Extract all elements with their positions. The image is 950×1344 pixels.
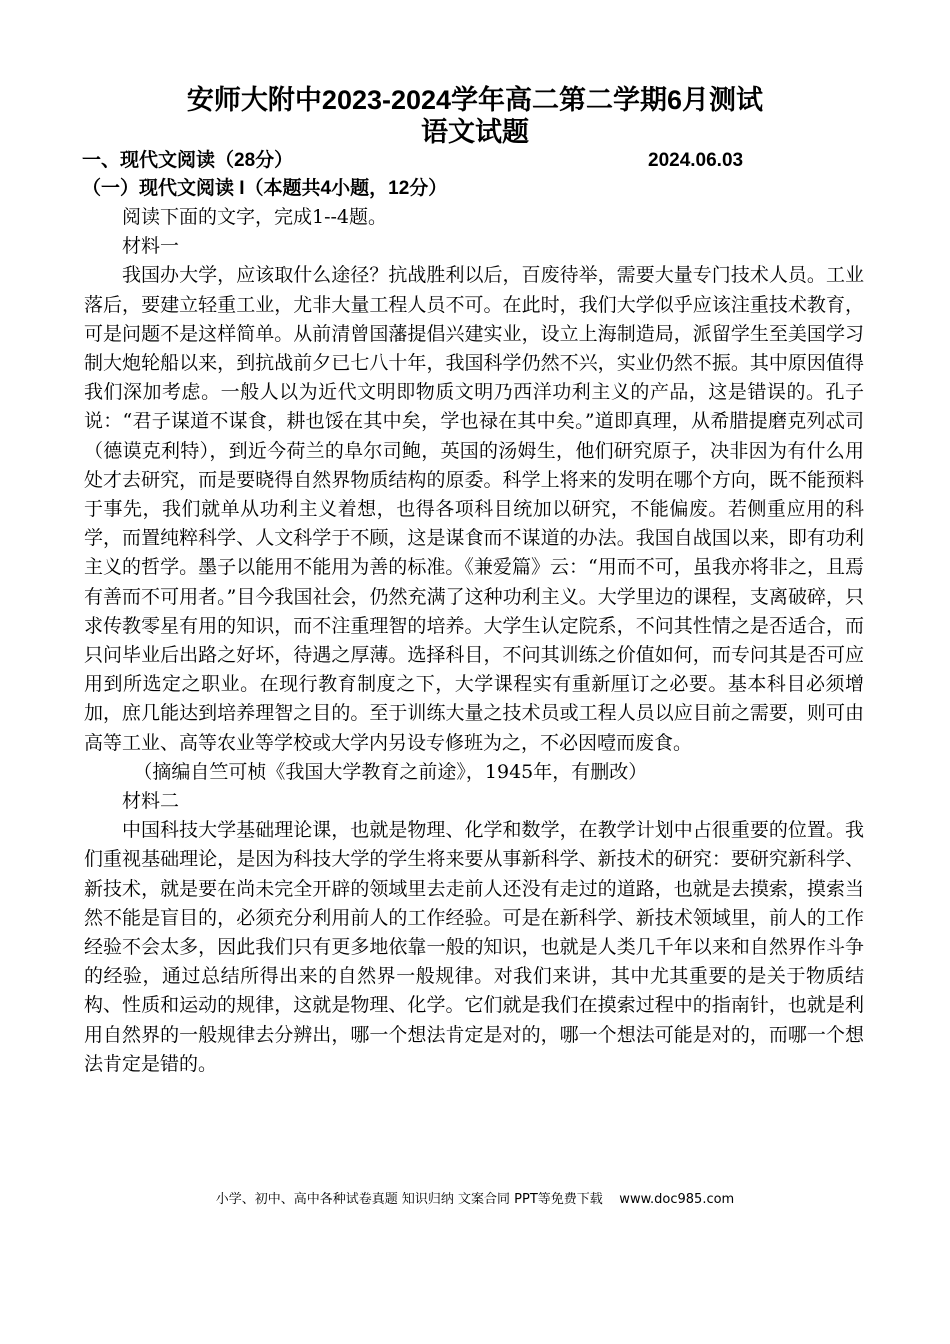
page-footer: 小学、初中、高中各种试卷真题 知识归纳 文案合同 PPT等免费下载 www.doc985.com (215, 1192, 735, 1207)
reading-passage (84, 203, 864, 1079)
material1-paragraph: 我国办大学，应该取什么途径？抗战胜利以后，百废待举，需要大量专门技术人员。工业落后，要建立轻重工业，尤非大量工程人员不可。在此时，我们大学似乎应该注重技术教育，可是问题不是这样简单。从前清曾国藩提倡兴建实业，设立上海制造局，派留学生至美国学习制大炮轮船以来，到抗战前夕已七八十年，我国科学仍然不兴，实业仍然不振。其中原因值得我们深加考虑。一般人以为近代文明即物质文明乃西洋功利主义的产品，这是错误的。孔子说：“君子谋道不谋食，耕也馁在其中矣，学也禄在其中矣。”道即真理，从希腊提磨克列忒司（德谟克利特），到近今荷兰的阜尔司鲍，英国的汤姆生，他们研究原子，决非因为有什么用处才去研究，而是要晓得自然界物质结构的原委。科学上将来的发明在哪个方向，既不能预料于事先，我们就单从功利主义着想，也得各项科目统加以研究，不能偏废。若侧重应用的科学，而置纯粹科学、人文科学于不顾，这是谋食而不谋道的办法。我国自战国以来，即有功利主义的哲学。墨子以能用不能用为善的标准。《兼爱篇》云：“用而不可，虽我亦将非之，且焉有善而不可用者。”目今我国社会，仍然充满了这种功利主义。大学里边的课程，支离破碎，只求传教零星有用的知识，而不注重理智的培养。大学生认定院系，不问其性情之是否适合，而只问毕业后出路之好坏，待遇之厚薄。选择科目，不问其训练之价值如何，而专问其是否可应用到所选定之职业。在现行教育制度之下，大学课程实有重新厘订之必要。基本科目必须增加，庶几能达到培养理智之目的。至于训练大量之技术员或工程人员以应目前之需要，则可由高等工业、高等农业等学校或大学内另设专修班为之，不必因噎而废食。 (84, 264, 864, 754)
exam-title: 安师大附中2023-2024学年高二第二学期6月测试 (186, 85, 764, 115)
exam-subject-title: 语文试题 (421, 117, 529, 147)
material2-label: 材料二 (122, 790, 180, 813)
section-heading-row (82, 147, 882, 175)
material2-paragraph: 中国科技大学基础理论课，也就是物理、化学和数学，在教学计划中占很重要的位置。我们重视基础理论，是因为科技大学的学生将来要从事新科学、新技术的研究：要研究新科学、新技术，就是要在尚未完全开辟的领域里去走前人还没有走过的道路，也就是去摸索，摸索当然不能是盲目的，必须充分利用前人的工作经验。可是在新科学、新技术领域里，前人的工作经验不会太多，因此我们只有更多地依靠一般的知识，也就是人类几千年以来和自然界作斗争的经验，通过总结所得出来的自然界一般规律。对我们来讲，其中尤其重要的是关于物质结构、性质和运动的规律，这就是物理、化学。它们就是我们在摸索过程中的指南针，也就是利用自然界的一般规律去分辨出，哪一个想法肯定是对的，哪一个想法可能是对的，而哪一个想法肯定是错的。 (84, 819, 864, 1075)
material1-source: （摘编自竺可桢《我国大学教育之前途》，1945年，有删改） (133, 760, 648, 783)
material1-label: 材料一 (122, 235, 180, 258)
exam-date: 2024.06.03 (648, 150, 744, 171)
instruction-text: 阅读下面的文字，完成1--4题。 (122, 206, 388, 228)
subsection-heading: （一）现代文阅读 I（本题共4小题，12分） (82, 178, 448, 199)
section-heading: 一、现代文阅读（28分） (82, 150, 294, 171)
